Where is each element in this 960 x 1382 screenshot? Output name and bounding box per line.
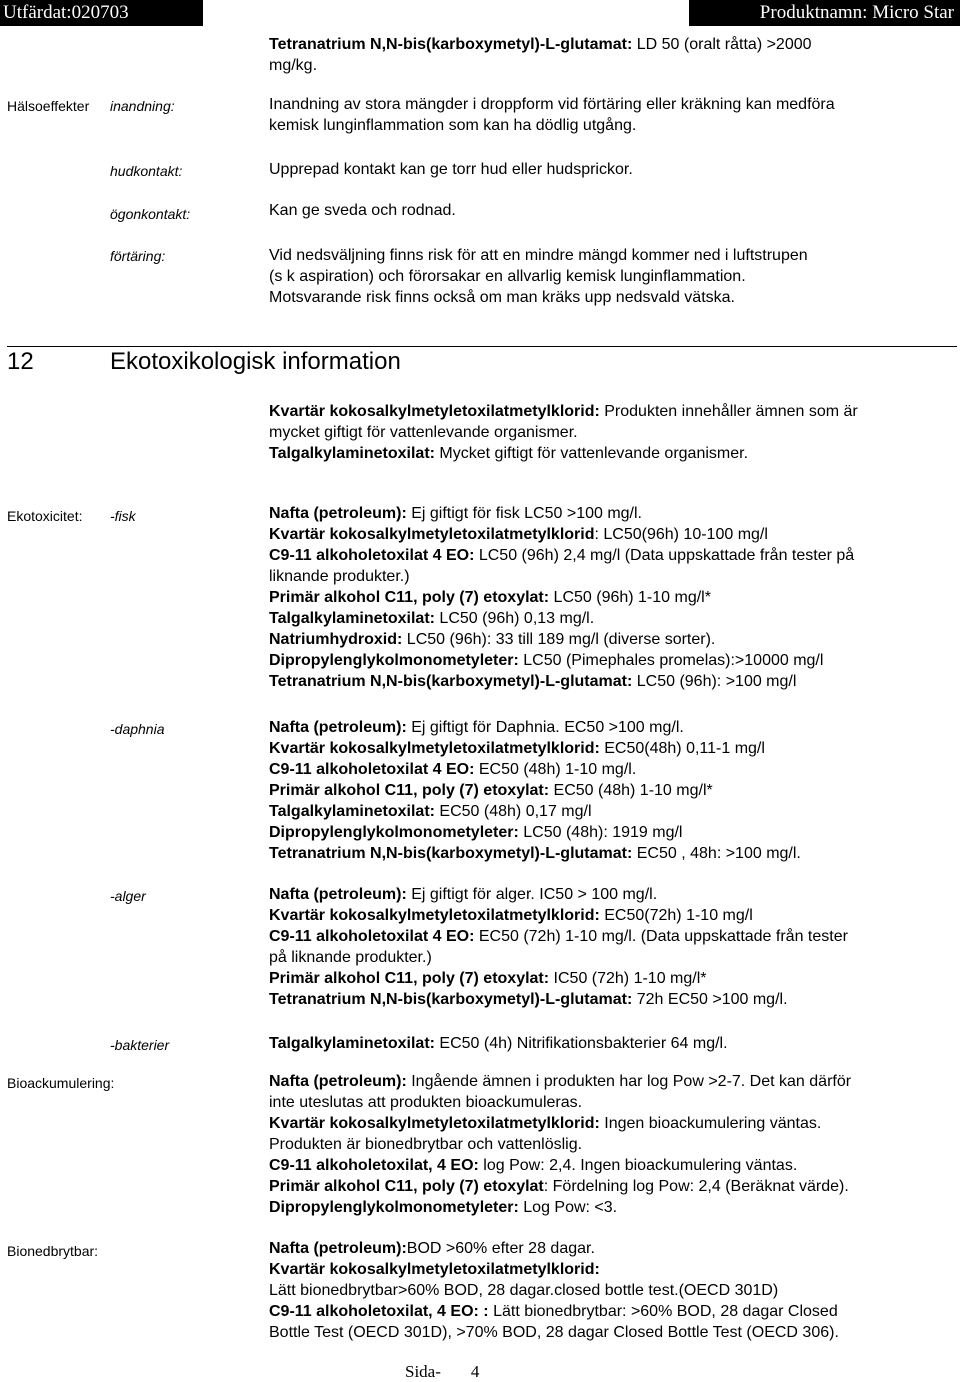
- substance-row: [269, 545, 957, 566]
- substance-value: EC50 (48h) 1-10 mg/l.: [474, 761, 637, 778]
- substance-name: Natriumhydroxid:: [269, 631, 403, 648]
- substance-row: [269, 1238, 957, 1259]
- substance-value: : Fördelning log Pow: 2,4 (Beräknat värde).: [543, 1178, 849, 1195]
- header-issued-date: Utfärdat:020703: [0, 0, 203, 26]
- ingestion-line-2: (s k aspiration) och förorsakar en allvarlig kemisk lunginflammation.: [269, 268, 746, 285]
- substance-value: EC50 (48h) 1-10 mg/l*: [549, 782, 713, 799]
- substance-value: EC50(48h) 0,11-1 mg/l: [599, 740, 765, 757]
- substance-row: [269, 947, 957, 968]
- substance-value: inte uteslutas att produkten bioackumuleras.: [269, 1094, 583, 1111]
- substance-name: Talgalkylaminetoxilat:: [269, 803, 435, 820]
- substance-value: Lätt bionedbrytbar: >60% BOD, 28 dagar Closed: [488, 1303, 838, 1320]
- substance-value: Ej giftigt för Daphnia. EC50 >100 mg/l.: [406, 719, 684, 736]
- substance-value: Lätt bionedbrytbar>60% BOD, 28 dagar.closed bottle test.(OECD 301D): [269, 1282, 779, 1299]
- substance-name: C9-11 alkoholetoxilat 4 EO:: [269, 761, 475, 778]
- substance-value: Produkten innehåller ämnen som är: [599, 403, 858, 420]
- bioaccumulation-title: Bioackumulering:: [7, 1075, 115, 1091]
- substance-row: [269, 1280, 957, 1301]
- substance-row: [269, 968, 957, 989]
- ecotoxicity-title: Ekotoxicitet:: [7, 508, 83, 524]
- substance-value: Produkten är bionedbrytbar och vattenlöslig.: [269, 1136, 583, 1153]
- substance-name: Dipropylenglykolmonometyleter:: [269, 824, 519, 841]
- substance-row: [269, 629, 957, 650]
- substance-value: log Pow: 2,4. Ingen bioackumulering väntas.: [478, 1157, 798, 1174]
- substance-value: LD 50 (oralt råtta) >2000: [632, 36, 812, 53]
- substance-value: IC50 (72h) 1-10 mg/l*: [549, 970, 707, 987]
- substance-row: [269, 1197, 957, 1218]
- page-number: 4: [470, 1362, 480, 1381]
- substance-row: [269, 503, 957, 524]
- skin-text: Upprepad kontakt kan ge torr hud eller hudsprickor.: [269, 161, 633, 178]
- section-title: Ekotoxikologisk information: [110, 348, 401, 375]
- ingestion-line-3: Motsvarande risk finns också om man kräks upp nedsvald vätska.: [269, 289, 735, 306]
- substance-value: EC50(72h) 1-10 mg/l: [599, 907, 753, 924]
- substance-name: Nafta (petroleum):: [269, 1073, 407, 1090]
- substance-value: LC50 (96h) 2,4 mg/l (Data uppskattade från tester på: [474, 547, 855, 564]
- substance-value: 72h EC50 >100 mg/l.: [632, 991, 788, 1008]
- substance-name: C9-11 alkoholetoxilat, 4 EO: :: [269, 1303, 489, 1320]
- substance-row: [269, 608, 957, 629]
- substance-name: Dipropylenglykolmonometyleter:: [269, 652, 519, 669]
- substance-value: Log Pow: <3.: [518, 1199, 618, 1216]
- substance-row: [269, 1113, 957, 1134]
- substance-value: på liknande produkter.): [269, 949, 432, 966]
- inhalation-text: [269, 94, 957, 136]
- substance-row: [269, 822, 957, 843]
- substance-value: Ingen bioackumulering väntas.: [599, 1115, 822, 1132]
- substance-row: [269, 1155, 957, 1176]
- bacteria-label: -bakterier: [110, 1037, 170, 1053]
- daphnia-block: [269, 717, 957, 864]
- substance-value: : LC50(96h) 10-100 mg/l: [594, 526, 768, 543]
- fish-label: -fisk: [110, 508, 136, 524]
- inhalation-line-1: Inandning av stora mängder i droppform vid förtäring eller kräkning kan medföra: [269, 96, 835, 113]
- substance-value: EC50 (72h) 1-10 mg/l. (Data uppskattade från tester: [474, 928, 848, 945]
- page-footer: [405, 1362, 479, 1382]
- substance-row: [269, 1071, 957, 1092]
- biodegradable-title: Bionedbrytbar:: [7, 1243, 99, 1259]
- substance-name: Dipropylenglykolmonometyleter:: [269, 1199, 519, 1216]
- substance-value: LC50 (96h) 0,13 mg/l.: [434, 610, 595, 627]
- eye-text: Kan ge sveda och rodnad.: [269, 202, 456, 219]
- substance-value: EC50 , 48h: >100 mg/l.: [632, 845, 801, 862]
- substance-value: LC50 (96h): 33 till 189 mg/l (diverse sorter).: [402, 631, 716, 648]
- substance-value: EC50 (4h) Nitrifikationsbakterier 64 mg/l.: [434, 1035, 728, 1052]
- substance-name: Talgalkylaminetoxilat:: [269, 445, 435, 462]
- substance-name: Kvartär kokosalkylmetyletoxilatmetylklorid:: [269, 1115, 600, 1132]
- substance-value: liknande produkter.): [269, 568, 410, 585]
- substance-row: [269, 759, 957, 780]
- substance-name: Kvartär kokosalkylmetyletoxilatmetylklorid:: [269, 1261, 600, 1278]
- substance-value: Bottle Test (OECD 301D), >70% BOD, 28 dagar Closed Bottle Test (OECD 306).: [269, 1324, 839, 1341]
- daphnia-label: -daphnia: [110, 721, 165, 737]
- substance-value: LC50 (Pimephales promelas):>10000 mg/l: [518, 652, 824, 669]
- substance-name: Primär alkohol C11, poly (7) etoxylat:: [269, 589, 550, 606]
- substance-row: [269, 1092, 957, 1113]
- substance-row: [269, 989, 957, 1010]
- substance-row: [269, 650, 957, 671]
- substance-row: [269, 843, 957, 864]
- substance-row: [269, 738, 957, 759]
- inhalation-line-2: kemisk lunginflammation som kan ha dödlig utgång.: [269, 117, 637, 134]
- section-number: 12: [7, 348, 34, 375]
- ingestion-line-1: Vid nedsväljning finns risk för att en mindre mängd kommer ned i luftstrupen: [269, 247, 808, 264]
- substance-value: Ej giftigt för alger. IC50 > 100 mg/l.: [406, 886, 658, 903]
- skin-label: hudkontakt:: [110, 163, 183, 179]
- substance-name: C9-11 alkoholetoxilat 4 EO:: [269, 928, 475, 945]
- substance-name: Nafta (petroleum):: [269, 719, 407, 736]
- substance-name: Kvartär kokosalkylmetyletoxilatmetylklorid:: [269, 907, 600, 924]
- health-effects-title: Hälsoeffekter: [7, 98, 90, 114]
- substance-row: [269, 1259, 957, 1280]
- substance-name: Talgalkylaminetoxilat:: [269, 1035, 435, 1052]
- section-heading: [7, 347, 401, 377]
- substance-value: Mycket giftigt för vattenlevande organismer.: [434, 445, 749, 462]
- intro-cont: mycket giftigt för vattenlevande organismer.: [269, 424, 578, 441]
- substance-name: Tetranatrium N,N-bis(karboxymetyl)-L-glutamat:: [269, 673, 633, 690]
- biodegradable-block: [269, 1238, 957, 1343]
- bioaccumulation-block: [269, 1071, 957, 1218]
- substance-name: Tetranatrium N,N-bis(karboxymetyl)-L-glutamat:: [269, 991, 633, 1008]
- substance-name: Primär alkohol C11, poly (7) etoxylat:: [269, 782, 550, 799]
- substance-row: [269, 801, 957, 822]
- fish-block: [269, 503, 957, 692]
- substance-row: [269, 566, 957, 587]
- substance-row: [269, 1176, 957, 1197]
- substance-name: Primär alkohol C11, poly (7) etoxylat:: [269, 970, 550, 987]
- substance-row: [269, 884, 957, 905]
- tetra-toxicity: [269, 34, 957, 76]
- eye-label: ögonkontakt:: [110, 206, 191, 222]
- substance-value: BOD >60% efter 28 dagar.: [406, 1240, 595, 1257]
- inhalation-label: inandning:: [110, 98, 175, 114]
- ingestion-label: förtäring:: [110, 248, 166, 264]
- substance-row: [269, 905, 957, 926]
- substance-value: LC50 (96h): >100 mg/l: [632, 673, 797, 690]
- substance-name: C9-11 alkoholetoxilat 4 EO:: [269, 547, 475, 564]
- substance-row: [269, 780, 957, 801]
- substance-name: Tetranatrium N,N-bis(karboxymetyl)-L-glutamat:: [269, 845, 633, 862]
- substance-row: [269, 1322, 957, 1343]
- substance-name: C9-11 alkoholetoxilat, 4 EO:: [269, 1157, 479, 1174]
- substance-value: LC50 (48h): 1919 mg/l: [518, 824, 683, 841]
- substance-value: Ej giftigt för fisk LC50 >100 mg/l.: [406, 505, 642, 522]
- substance-name: Nafta (petroleum):: [269, 886, 407, 903]
- substance-name: Kvartär kokosalkylmetyletoxilatmetylklorid:: [269, 403, 600, 420]
- substance-row: [269, 1134, 957, 1155]
- page-label: Sida-: [405, 1362, 441, 1381]
- header-product-name: Produktnamn: Micro Star: [689, 0, 960, 26]
- substance-value: Ingående ämnen i produkten har log Pow >2-7. Det kan därför: [406, 1073, 852, 1090]
- bacteria-block: [269, 1033, 957, 1054]
- substance-cont: mg/kg.: [269, 57, 318, 74]
- substance-name: Primär alkohol C11, poly (7) etoxylat: [269, 1178, 544, 1195]
- substance-name: Talgalkylaminetoxilat:: [269, 610, 435, 627]
- substance-name: Nafta (petroleum):: [269, 505, 407, 522]
- substance-row: [269, 1033, 957, 1054]
- substance-row: [269, 524, 957, 545]
- substance-value: EC50 (48h) 0,17 mg/l: [434, 803, 592, 820]
- substance-row: [269, 926, 957, 947]
- substance-name: Kvartär kokosalkylmetyletoxilatmetylklorid:: [269, 740, 600, 757]
- substance-name: Tetranatrium N,N-bis(karboxymetyl)-L-glutamat:: [269, 36, 633, 53]
- ingestion-text: [269, 245, 957, 308]
- eco-intro: [269, 401, 957, 464]
- substance-name: Kvartär kokosalkylmetyletoxilatmetylklorid: [269, 526, 595, 543]
- substance-row: [269, 671, 957, 692]
- algae-block: [269, 884, 957, 1010]
- algae-label: -alger: [110, 888, 146, 904]
- substance-name: Nafta (petroleum):: [269, 1240, 407, 1257]
- substance-row: [269, 587, 957, 608]
- substance-value: LC50 (96h) 1-10 mg/l*: [549, 589, 711, 606]
- substance-row: [269, 1301, 957, 1322]
- substance-row: [269, 717, 957, 738]
